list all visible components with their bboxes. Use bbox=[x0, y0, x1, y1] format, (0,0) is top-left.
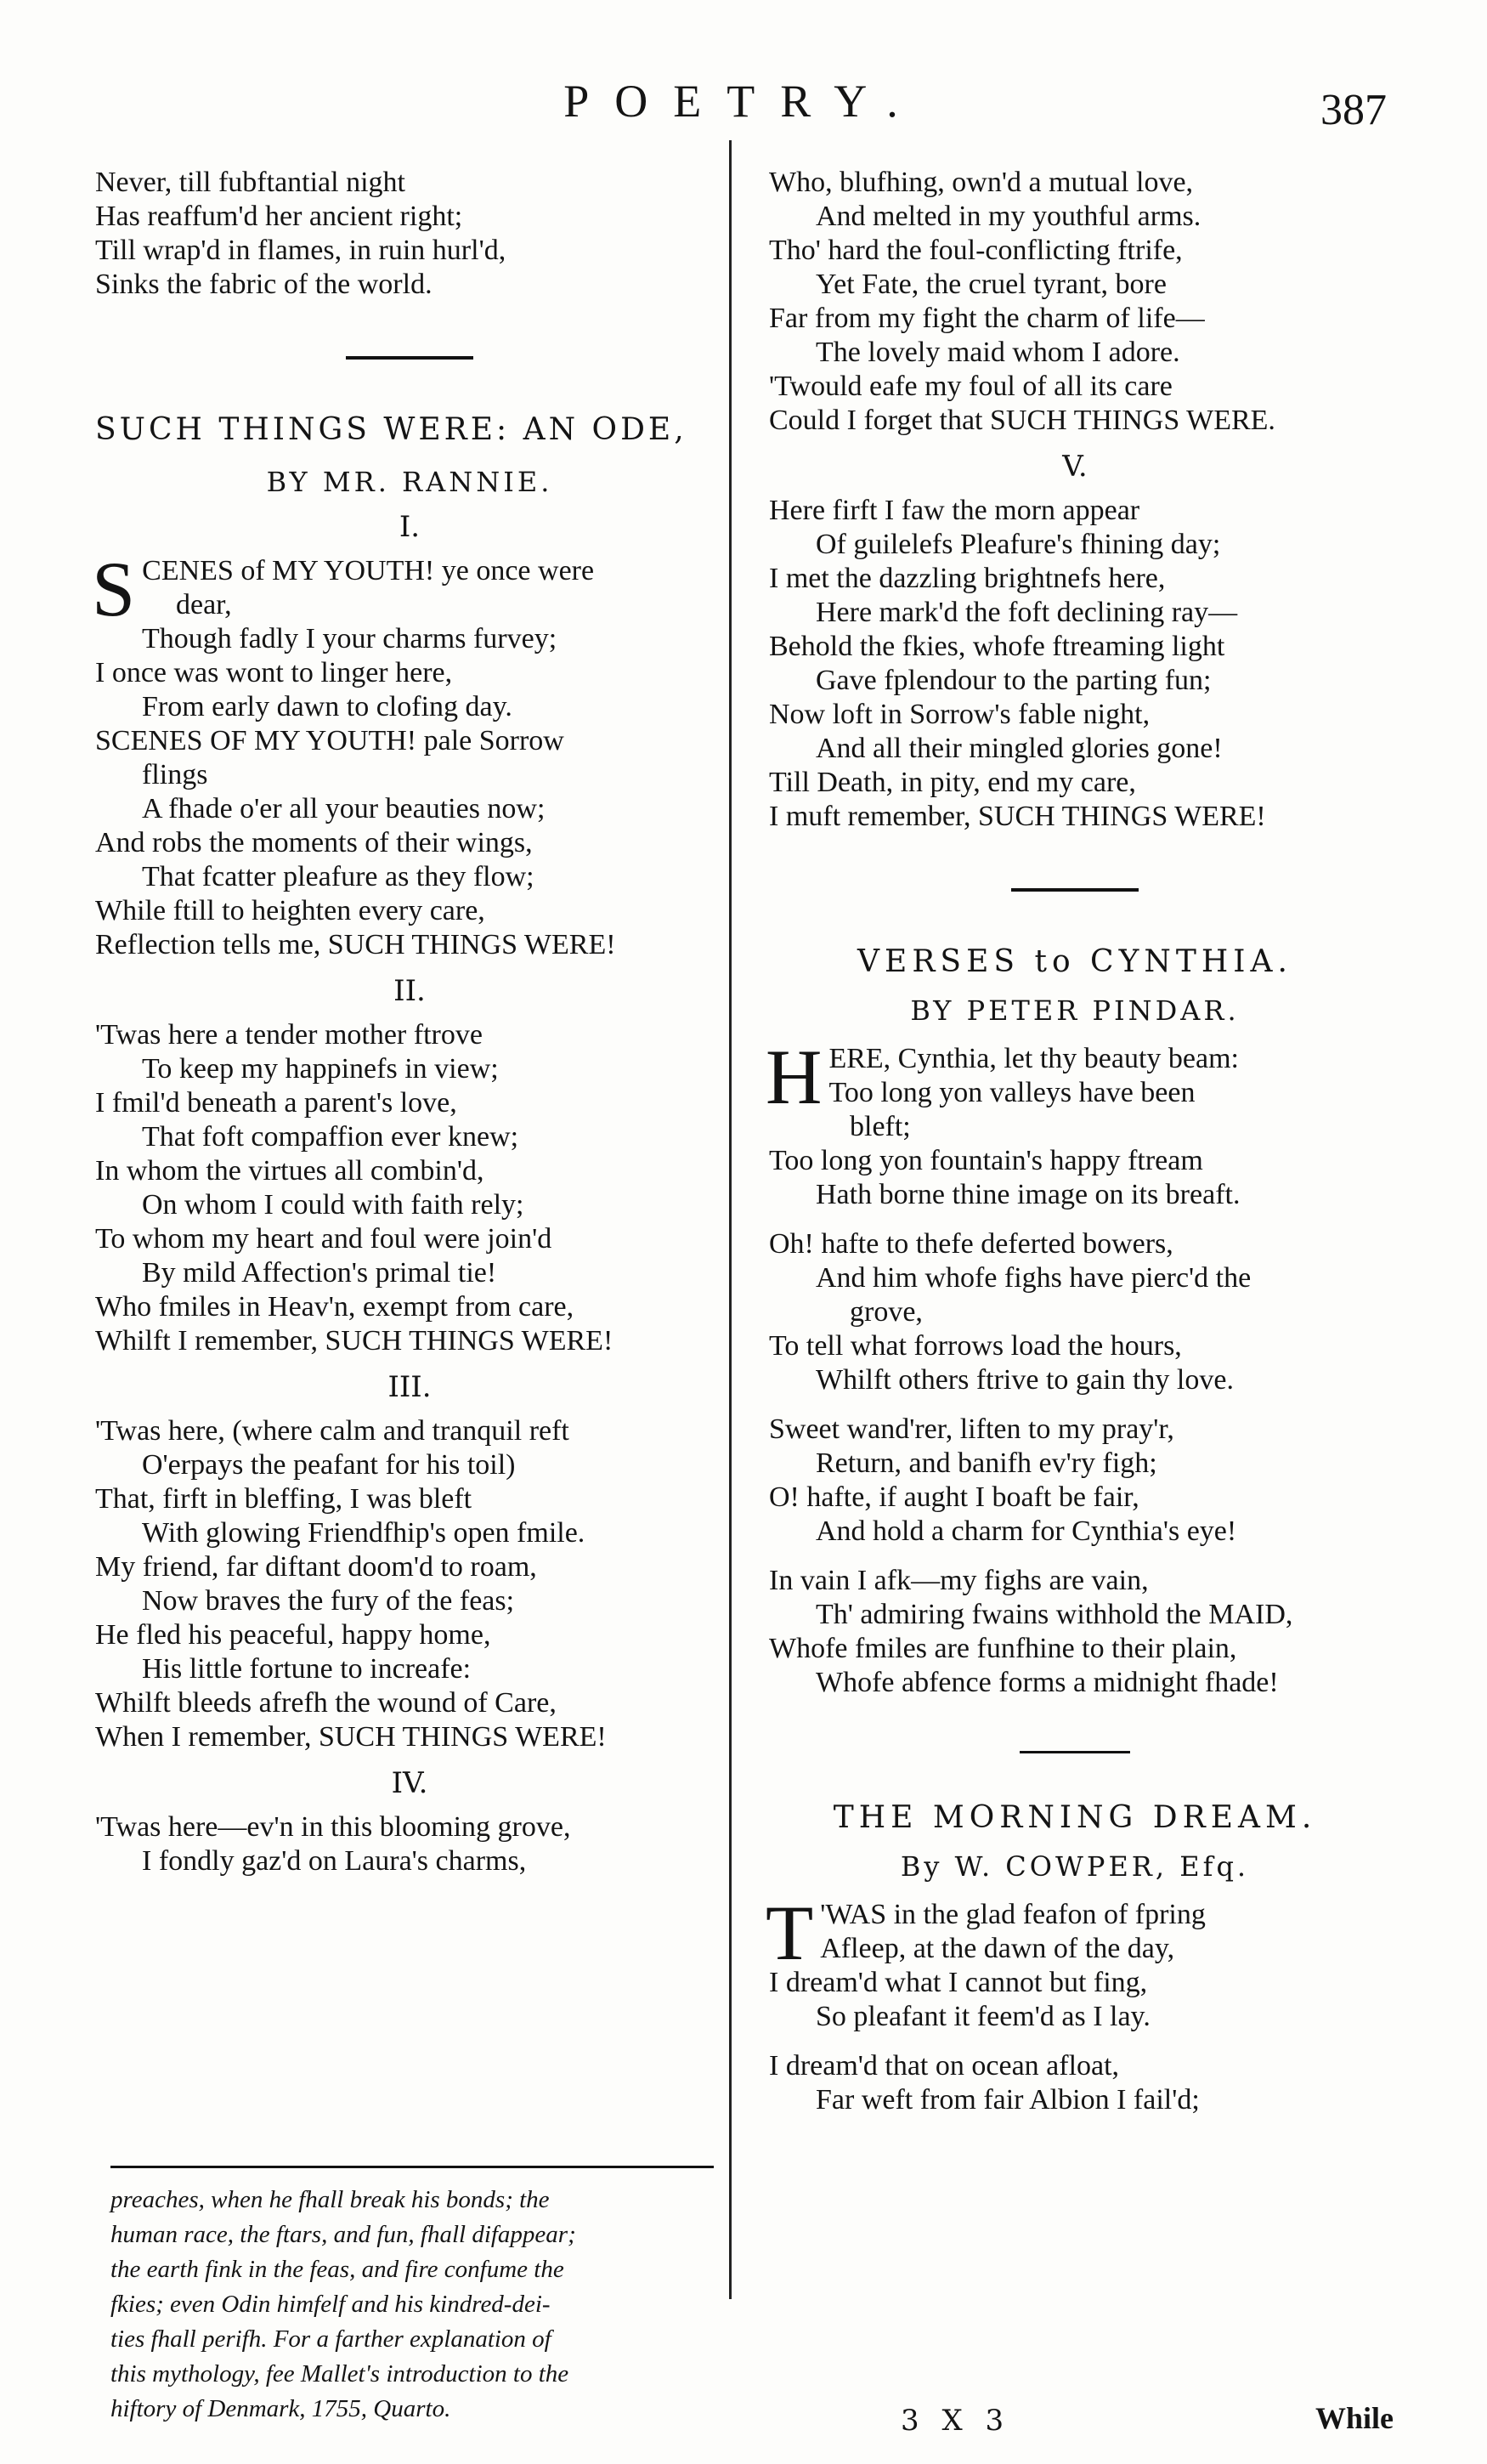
verse-line: A fhade o'er all your beauties now; bbox=[142, 793, 546, 824]
verse-line: In whom the virtues all combin'd, bbox=[95, 1155, 484, 1187]
dream-stanza-2 bbox=[769, 2049, 1381, 2117]
cynthia-stanza-4 bbox=[769, 1564, 1381, 1700]
footnote bbox=[110, 2183, 731, 2427]
stanza-gap bbox=[769, 1212, 1381, 1227]
footnote-rule bbox=[110, 2166, 714, 2168]
verse-line: Has reaffum'd her ancient right; bbox=[95, 201, 463, 232]
ode-byline: BY MR. RANNIE. bbox=[266, 466, 553, 498]
verse-line: While ftill to heighten every care, bbox=[95, 895, 485, 926]
left-column bbox=[92, 166, 724, 1878]
stanza-numeral: II. bbox=[393, 974, 426, 1008]
verse-line: Sweet wand'rer, liften to my pray'r, bbox=[769, 1413, 1174, 1445]
verse-line: flings bbox=[142, 759, 208, 790]
verse-line: 'Twas here a tender mother ftrove bbox=[95, 1019, 483, 1051]
footnote-line: human race, the ftars, and fun, fhall difappear; bbox=[110, 2221, 576, 2248]
section-separator bbox=[346, 356, 473, 360]
drop-cap: S bbox=[92, 546, 136, 632]
verse-line: Here firft I faw the morn appear bbox=[769, 495, 1140, 526]
verse-line: Tho' hard the foul-conflicting ftrife, bbox=[769, 235, 1183, 266]
verse-line: My friend, far diftant doom'd to roam, bbox=[95, 1551, 537, 1583]
stanza-numeral: I. bbox=[399, 510, 421, 544]
column-divider bbox=[729, 140, 732, 2299]
verse-line: So pleafant it feem'd as I lay. bbox=[816, 2001, 1151, 2032]
stanza-2 bbox=[95, 1018, 724, 1358]
verse-line: Too long yon fountain's happy ftream bbox=[769, 1145, 1203, 1176]
verse-line: Whilft others ftrive to gain thy love. bbox=[816, 1364, 1234, 1396]
cynthia-title: VERSES to CYNTHIA. bbox=[857, 944, 1292, 979]
footnote-line: the earth fink in the feas, and fire confume the bbox=[110, 2256, 564, 2283]
verse-line: 'Twas here—ev'n in this blooming grove, bbox=[95, 1811, 571, 1843]
section-separator bbox=[1020, 1751, 1130, 1753]
verse-line: Sinks the fabric of the world. bbox=[95, 269, 433, 300]
verse-line: And robs the moments of their wings, bbox=[95, 827, 533, 858]
catchword: While bbox=[1315, 2401, 1394, 2435]
verse-line: Oh! hafte to thefe deferted bowers, bbox=[769, 1228, 1173, 1260]
signature-mark: 3 X 3 bbox=[901, 2404, 1011, 2438]
verse-line: I met the dazzling brightnefs here, bbox=[769, 563, 1166, 594]
verse-line: That, firft in bleffing, I was bleft bbox=[95, 1483, 472, 1515]
verse-line: By mild Affection's primal tie! bbox=[142, 1257, 497, 1289]
verse-line: Reflection tells me, SUCH THINGS WERE! bbox=[95, 929, 616, 960]
stanza-gap bbox=[769, 1549, 1381, 1564]
verse-line: Far from my fight the charm of life— bbox=[769, 303, 1205, 334]
verse-line: Could I forget that SUCH THINGS WERE. bbox=[769, 405, 1275, 436]
verse-line: I fmil'd beneath a parent's love, bbox=[95, 1087, 457, 1119]
verse-line: To tell what forrows load the hours, bbox=[769, 1330, 1182, 1362]
verse-line: That foft compaffion ever knew; bbox=[142, 1121, 519, 1153]
verse-line: dear, bbox=[176, 589, 232, 620]
verse-line: Never, till fubftantial night bbox=[95, 167, 405, 198]
verse-line: I fondly gaz'd on Laura's charms, bbox=[142, 1845, 527, 1877]
verse-line: To keep my happinefs in view; bbox=[142, 1053, 499, 1085]
verse-line: To whom my heart and foul were join'd bbox=[95, 1223, 552, 1255]
cynthia-byline: BY PETER PINDAR. bbox=[910, 994, 1240, 1027]
verse-line: Whofe abfence forms a midnight fhade! bbox=[816, 1667, 1279, 1698]
verse-line: bleft; bbox=[850, 1111, 911, 1142]
stanza-1 bbox=[92, 546, 724, 962]
verse-line: I dream'd what I cannot but fing, bbox=[769, 1967, 1148, 1998]
dream-byline: By W. COWPER, Efq. bbox=[900, 1850, 1250, 1883]
intro-verse bbox=[95, 166, 724, 302]
footnote-line: ties fhall perifh. For a farther explanation of bbox=[110, 2325, 551, 2353]
verse-line: From early dawn to clofing day. bbox=[142, 691, 512, 722]
verse-line: Too long yon valleys have been bbox=[828, 1077, 1196, 1108]
dream-stanza-1 bbox=[766, 1889, 1381, 2034]
verse-line: Till wrap'd in flames, in ruin hurl'd, bbox=[95, 235, 506, 266]
verse-line: SCENES OF MY YOUTH! pale Sorrow bbox=[95, 725, 564, 756]
stanza-numeral: V. bbox=[1062, 450, 1088, 484]
page-number: 387 bbox=[1320, 86, 1387, 134]
verse-line: The lovely maid whom I adore. bbox=[816, 337, 1180, 368]
footnote-line: this mythology, fee Mallet's introduction to the bbox=[110, 2360, 569, 2388]
verse-line: His little fortune to increafe: bbox=[142, 1653, 472, 1685]
stanza-numeral: IV. bbox=[391, 1766, 428, 1800]
drop-cap: T bbox=[766, 1889, 814, 1976]
verse-line: That fcatter pleafure as they flow; bbox=[142, 861, 534, 892]
verse-line: 'Twas here, (where calm and tranquil reft bbox=[95, 1415, 569, 1447]
verse-line: O'erpays the peafant for his toil) bbox=[142, 1449, 516, 1481]
stanza-4 bbox=[95, 1810, 724, 1878]
verse-line: O! hafte, if aught I boaft be fair, bbox=[769, 1481, 1139, 1513]
stanza-4-continued bbox=[769, 166, 1381, 438]
verse-line: Whilft bleeds afrefh the wound of Care, bbox=[95, 1687, 557, 1719]
verse-line: When I remember, SUCH THINGS WERE! bbox=[95, 1721, 607, 1753]
verse-line: In vain I afk—my fighs are vain, bbox=[769, 1565, 1149, 1596]
verse-line: Whilft I remember, SUCH THINGS WERE! bbox=[95, 1325, 613, 1357]
verse-line: 'Twould eafe my foul of all its care bbox=[769, 371, 1173, 402]
verse-line: Now loft in Sorrow's fable night, bbox=[769, 699, 1151, 730]
verse-line: Till Death, in pity, end my care, bbox=[769, 767, 1136, 798]
cynthia-stanza-3 bbox=[769, 1413, 1381, 1549]
verse-line: With glowing Friendfhip's open fmile. bbox=[142, 1517, 585, 1549]
right-column bbox=[766, 166, 1381, 2117]
verse-line: Who fmiles in Heav'n, exempt from care, bbox=[95, 1291, 574, 1323]
verse-line: I once was wont to linger here, bbox=[95, 657, 453, 688]
verse-line: And him whofe fighs have pierc'd the bbox=[816, 1262, 1252, 1294]
verse-line: Th' admiring fwains withhold the MAID, bbox=[816, 1599, 1293, 1630]
stanza-3 bbox=[95, 1414, 724, 1754]
dream-title: THE MORNING DREAM. bbox=[833, 1800, 1317, 1835]
verse-line: Gave fplendour to the parting fun; bbox=[816, 665, 1212, 696]
verse-line: Who, blufhing, own'd a mutual love, bbox=[769, 167, 1194, 198]
verse-line: Yet Fate, the cruel tyrant, bore bbox=[816, 269, 1167, 300]
verse-text: ERE, Cynthia, let thy beauty beam: bbox=[828, 1043, 1239, 1074]
verse-line: Return, and banifh ev'ry figh; bbox=[816, 1447, 1157, 1479]
verse-line: He fled his peaceful, happy home, bbox=[95, 1619, 491, 1651]
ode-title: SUCH THINGS WERE: AN ODE, bbox=[95, 412, 687, 447]
stanza-5 bbox=[769, 494, 1381, 834]
running-title: POETRY. bbox=[563, 76, 924, 127]
verse-line: And melted in my youthful arms. bbox=[816, 201, 1201, 232]
verse-line: Whofe fmiles are funfhine to their plain, bbox=[769, 1633, 1237, 1664]
verse-line: Though fadly I your charms furvey; bbox=[142, 623, 557, 654]
verse-line: grove, bbox=[850, 1296, 923, 1328]
verse-line: I dream'd that on ocean afloat, bbox=[769, 2050, 1120, 2082]
footnote-line: hiftory of Denmark, 1755, Quarto. bbox=[110, 2395, 451, 2422]
verse-line: Behold the fkies, whofe ftreaming light bbox=[769, 631, 1225, 662]
stanza-gap bbox=[769, 2034, 1381, 2049]
footnote-line: fkies; even Odin himfelf and his kindred-dei- bbox=[110, 2291, 551, 2318]
verse-line: Far weft from fair Albion I fail'd; bbox=[816, 2084, 1200, 2116]
cynthia-stanza-1 bbox=[766, 1034, 1381, 1212]
verse-line: And hold a charm for Cynthia's eye! bbox=[816, 1515, 1237, 1547]
verse-text: 'WAS in the glad feafon of fpring bbox=[820, 1899, 1206, 1930]
verse-line: Now braves the fury of the feas; bbox=[142, 1585, 515, 1617]
verse-text: CENES of MY YOUTH! ye once were bbox=[142, 555, 595, 586]
section-separator bbox=[1011, 888, 1139, 892]
verse-line: I muft remember, SUCH THINGS WERE! bbox=[769, 801, 1266, 832]
drop-cap: H bbox=[766, 1034, 823, 1120]
stanza-numeral: III. bbox=[387, 1370, 432, 1404]
verse-line: Hath borne thine image on its breaft. bbox=[816, 1179, 1241, 1210]
verse-line: Here mark'd the foft declining ray— bbox=[816, 597, 1238, 628]
cynthia-stanza-2 bbox=[769, 1227, 1381, 1397]
footnote-line: preaches, when he fhall break his bonds; the bbox=[110, 2186, 550, 2213]
verse-line: On whom I could with faith rely; bbox=[142, 1189, 524, 1221]
stanza-gap bbox=[769, 1397, 1381, 1413]
verse-line: Of guilelefs Pleafure's fhining day; bbox=[816, 529, 1221, 560]
verse-line: Afleep, at the dawn of the day, bbox=[820, 1933, 1175, 1964]
verse-line: And all their mingled glories gone! bbox=[816, 733, 1223, 764]
